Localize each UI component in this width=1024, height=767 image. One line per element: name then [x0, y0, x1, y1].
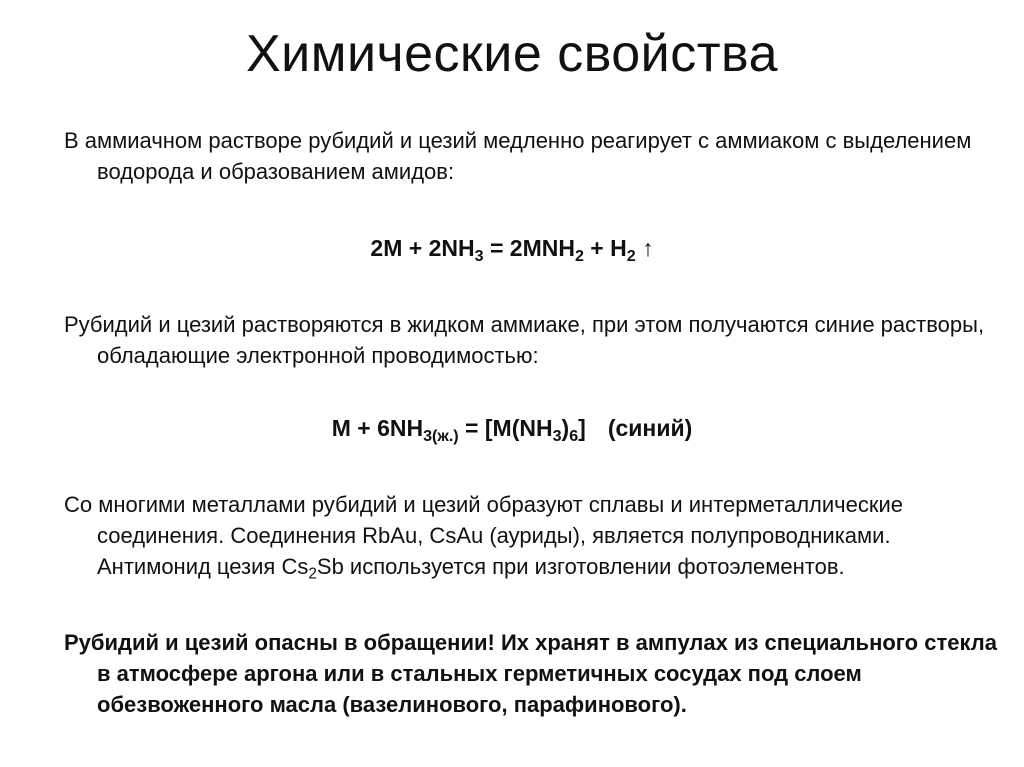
formula-subscript: 3 [474, 246, 484, 265]
formula-subscript: 2 [308, 565, 317, 583]
paragraph-liquid-ammonia: Рубидий и цезий растворяются в жидком аммиаке, при этом получаются синие растворы, обладающие электронной проводимостью: [64, 312, 985, 368]
formula-part: = 2MNH [483, 235, 575, 261]
formula-subscript: 6 [569, 426, 579, 445]
paragraph-alloys [64, 489, 1007, 582]
formula-part: ) [561, 415, 570, 441]
formula-part: + H [583, 235, 627, 261]
formula-part: 2M + 2NH [370, 235, 475, 261]
formula-part: = [M(NH [458, 415, 553, 441]
paragraph-text: Со многими металлами рубидий и цезий образуют сплавы и интерметаллические соединения. Соединения RbAu, CsAu (ауриды), является полупроводниками. Антимонид цезия Cs [64, 492, 903, 579]
formula-note: (синий) [607, 415, 693, 441]
slide-title: Химические свойства [246, 25, 778, 83]
formula-subscript: 2 [574, 246, 584, 265]
formula-subscript: 2 [626, 246, 636, 265]
paragraph-ammonia-solution: В аммиачном растворе рубидий и цезий медленно реагирует с аммиаком с выделением водорода и образованием амидов: [64, 128, 972, 184]
formula-part: M + 6NH [331, 415, 424, 441]
paragraph-safety-warning: Рубидий и цезий опасны в обращении! Их хранят в ампулах из специального стекла в атмосфере аргона или в стальных герметичных сосудах под слоем обезвоженного масла (вазелинового, парафинового). [64, 630, 997, 717]
formula-part: ] [578, 415, 586, 441]
formula-subscript: 3(ж.) [423, 426, 459, 445]
paragraph-text: Sb используется при изготовлении фотоэлементов. [316, 554, 845, 579]
formula-amide-reaction [0, 233, 1024, 263]
formula-subscript: 3 [552, 426, 562, 445]
formula-blue-solution [0, 413, 1024, 443]
gas-arrow-icon: ↑ [635, 235, 654, 261]
